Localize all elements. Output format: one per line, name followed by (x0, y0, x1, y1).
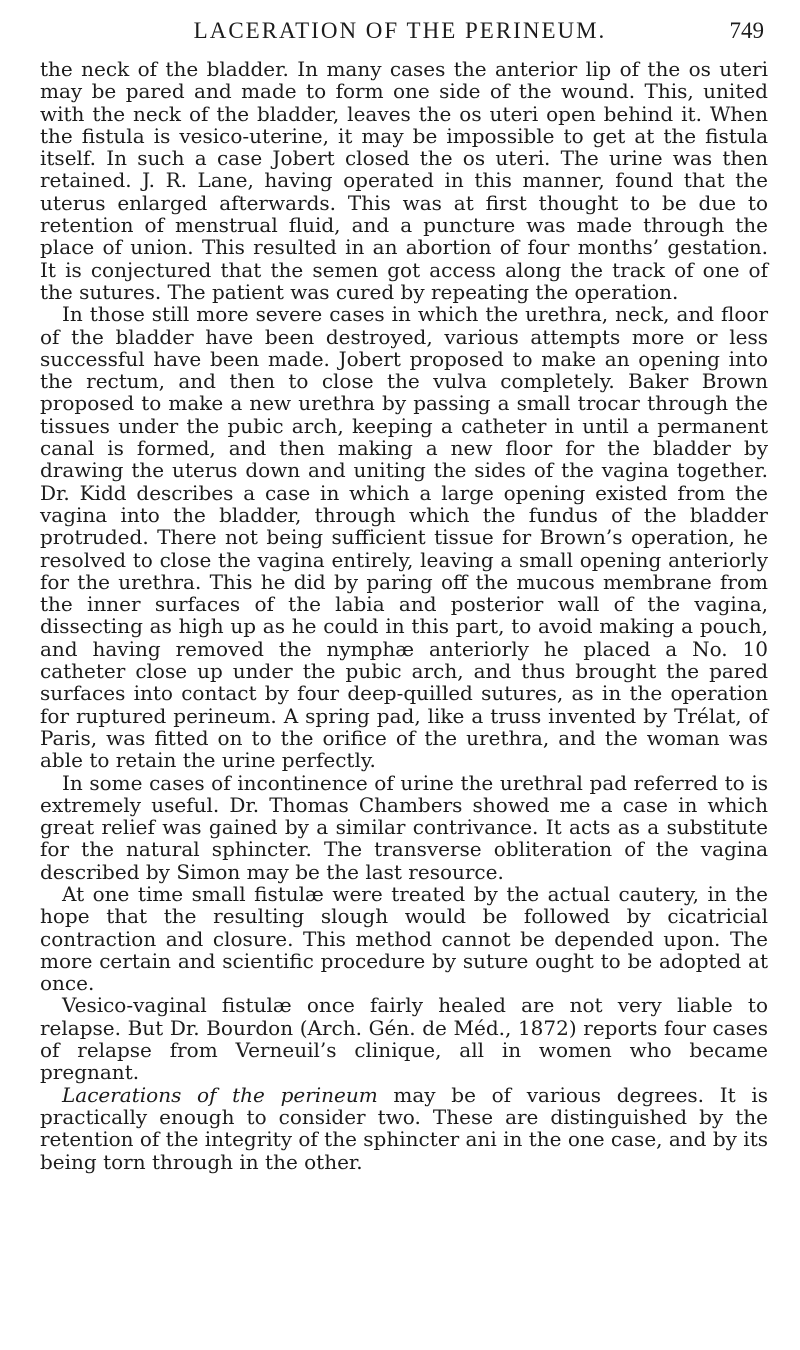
lacerations-lead-italic: Lacerations of the perineum (62, 1082, 378, 1107)
page-number: 749 (729, 18, 764, 43)
lacerations-text: may be of various degrees. It is practically enough to consider two. These are distinguished by the retention of the integrity of the sphincter ani in the one case, and by its being torn through in the other. (40, 1082, 768, 1174)
paragraph-lacerations (40, 1084, 768, 1173)
running-title: LACERATION OF THE PERINEUM. (193, 18, 607, 43)
body-text (40, 58, 768, 1173)
paragraph-continuation: the neck of the bladder. In many cases the anterior lip of the os uteri may be pared and made to form one side of the wound. This, united with the neck of the bladder, leaves the os uteri open behind it. When the fistula is vesico-uterine, it may be impossible to get at the fistula itself. In such a case Jobert closed the os uteri. The urine was then retained. J. R. Lane, having operated in this manner, found that the uterus enlarged afterwards. This was at first thought to be due to retention of menstrual fluid, and a puncture was made through the place of union. This resulted in an abortion of four months’ gestation. It is conjectured that the semen got access along the track of one of the sutures. The patient was cured by repeating the operation. (40, 57, 768, 304)
paragraph-incontinence: In some cases of incontinence of urine the urethral pad referred to is extremely useful. Dr. Thomas Chambers showed me a case in which great relief was gained by a similar contrivance. It acts as a substitute for the natural sphincter. The transverse obliteration of the vagina described by Simon may be the last resource. (40, 770, 768, 884)
paragraph-urethra-floor: In those still more severe cases in which the urethra, neck, and floor of the bladder have been destroyed, various attempts more or less successful have been made. Jobert proposed to make an opening into the rectum, and then to close the vulva completely. Baker Brown proposed to make a new urethra by passing a small trocar through the tissues under the pubic arch, keeping a catheter in until a permanent canal is formed, and then making a new floor for the bladder by drawing the uterus down and uniting the sides of the vagina together. Dr. Kidd describes a case in which a large opening existed from the vagina into the bladder, through which the fundus of the bladder protruded. There not being sufficient tissue for Brown’s operation, he resolved to close the vagina entirely, leaving a small opening anteriorly for the urethra. This he did by paring off the mucous membrane from the inner surfaces of the labia and posterior wall of the vagina, dissecting as high up as he could in this part, to avoid making a pouch, and having removed the nymphæ anteriorly he placed a No. 10 catheter close up under the pubic arch, and thus brought the pared surfaces into contact by four deep-quilled sutures, as in the operation for ruptured perineum. A spring pad, like a truss invented by Trélat, of Paris, was fitted on to the orifice of the urethra, and the woman was able to retain the urine perfectly. (40, 302, 768, 773)
paragraph-cautery: At one time small fistulæ were treated by the actual cautery, in the hope that the resulting slough would be followed by cicatricial contraction and closure. This method cannot be depended upon. The more certain and scientific procedure by suture ought to be adopted at once. (40, 881, 768, 996)
paragraph-relapse: Vesico-vaginal fistulæ once fairly healed are not very liable to relapse. But Dr. Bourdon (Arch. Gén. de Méd., 1872) reports four cases of relapse from Verneuil’s clinique, all in women who became pregnant. (40, 993, 768, 1085)
running-head (0, 16, 800, 46)
